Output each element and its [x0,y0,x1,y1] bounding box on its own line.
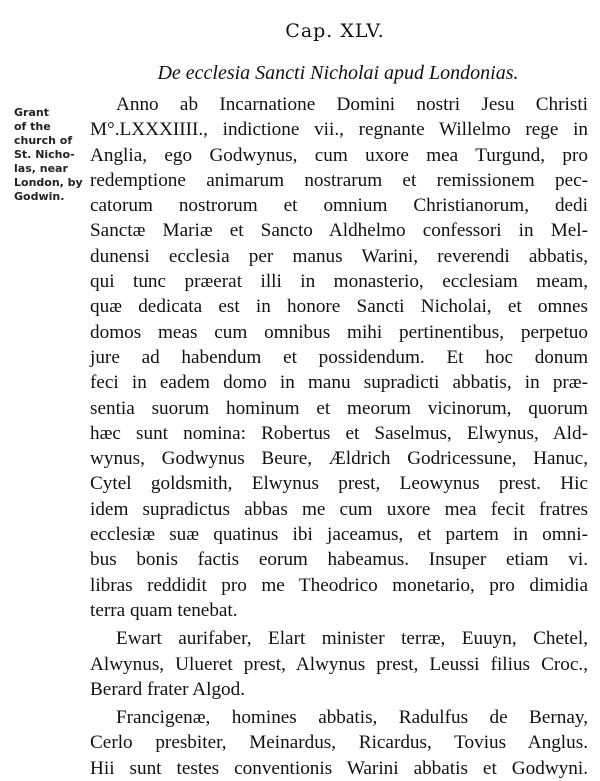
chapter-heading: Cap. XLV. [285,20,385,42]
text-line: Ewart aurifaber, Elart minister terræ, Euuyn, Chetel, [116,628,588,650]
margin-note-line: London, by [14,176,83,189]
text-line: libras reddidit pro me Theodrico monetario, pro dimidia [90,574,588,596]
text-line: feci in eadem domo in manu supradicti abbatis, in præ- [90,372,588,394]
text-line: Francigenæ, homines abbatis, Radulfus de Bernay, [116,707,588,729]
text-line: wynus, Godwynus Beure, Ældrich Godricessune, Hanuc, [90,448,588,470]
text-line: Cerlo presbiter, Meinardus, Ricardus, Tovius Anglus. [90,732,588,754]
text-line: Alwynus, Ulueret prest, Alwynus prest, Leussi filius Croc., [90,653,588,675]
text-line: Berard frater Algod. [90,678,246,700]
paragraph [90,92,588,623]
margin-note-line: Grant [14,106,49,119]
text-line: idem supradictus abbas me cum uxore mea fecit fratres [90,498,588,520]
margin-note-line: of the [14,120,51,133]
text-line: hæc sunt nomina: Robertus et Saselmus, Elwynus, Ald- [90,422,588,444]
paragraph [90,626,588,702]
text-line: Anno ab Incarnatione Domini nostri Jesu Christi [116,94,588,115]
margin-note-line: St. Nicho- [14,148,75,161]
text-line: redemptione animarum nostrarum et remissionem pec- [90,169,588,191]
text-line: domos meas cum omnibus mihi pertinentibus, perpetuo [90,321,588,343]
text-line: catorum nostrorum et omnium Christianorum, dedi [90,195,588,217]
paragraph [90,705,588,781]
margin-note-line: Godwin. [14,190,65,203]
margin-note [14,106,94,204]
text-line: Sanctæ Mariæ et Sancto Aldhelmo confessori in Mel- [90,220,588,242]
text-line: qui tunc præerat illi in monasterio, ecclesiam meam, [90,271,588,293]
chapter-subtitle: De ecclesia Sancti Nicholai apud Londonias. [157,62,519,84]
text-line: sentia suorum hominum et meorum vicinorum, quorum [90,397,588,419]
text-line: Cytel goldsmith, Elwynus prest, Leowynus prest. Hic [90,473,588,495]
margin-note-line: las, near [14,162,68,175]
text-line: Anglia, ego Godwynus, cum uxore mea Turgund, pro [90,144,588,166]
text-line: dunensi ecclesia per manus Warini, reverendi abbatis, [90,245,588,267]
margin-note-line: church of [14,134,73,147]
text-line: Hii sunt testes conventionis Warini abbatis et Godwyni. [90,757,588,779]
body-text [90,92,588,781]
text-line: quæ dedicata est in honore Sancti Nicholai, et omnes [90,296,588,318]
text-line: M°.LXXXIIII., indictione vii., regnante Willelmo rege in [90,119,588,141]
text-line: terra quam tenebat. [90,599,238,621]
text-line: ecclesiæ suæ quatinus ibi jaceamus, et partem in omni- [90,524,588,546]
text-line: jure ad habendum et possidendum. Et hoc donum [90,346,588,368]
text-line: bus bonis factis eorum habeamus. Insuper etiam vi. [90,549,588,571]
